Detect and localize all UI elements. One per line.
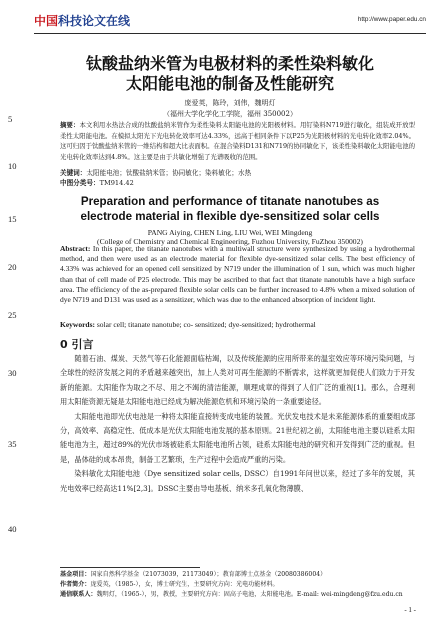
line-number: 25 xyxy=(8,310,17,320)
section-heading-introduction: 0 引言 xyxy=(60,338,94,351)
abstract-cn-text: 本文利用水热法合成的钛酸盐纳米管作为柔性染料太阳能电池的光阳极材料。用钌染料N719进行敏化，组装成开放型柔性太阳能电池。在模拟太阳光下光电转化效率可达4.33%，远高于相同条件下以P25为光阳极材料的光电转化效率2.04%。这可归因于钛酸盐纳米管的一维结构和超大比表面积。在混合染料D131和N719的协同敏化下，该柔性染料敏化太阳能电池的光电转化效率达到4.8%。这主要是由于共敏化增强了光谱吸收的范围。 xyxy=(60,121,416,161)
keywords-en xyxy=(60,320,415,329)
footnote-divider xyxy=(60,567,200,568)
keywords-cn xyxy=(60,168,415,178)
footnote-author xyxy=(60,580,415,590)
footnote-contact xyxy=(60,590,415,600)
introduction-body xyxy=(60,352,415,496)
footnote-fund xyxy=(60,570,415,580)
intro-paragraph-3: 染料敏化太阳能电池（Dye sensitized solar cells, DSSC）自1991年问世以来，经过了多年的发展，其光电效率已经高达11%[2,3]。DSSC主要由导电基板、纳米多孔氧化物薄膜、 xyxy=(60,469,415,493)
authors-en: PANG Aiying, CHEN Ling, LIU Wei, WEI Mingdeng xyxy=(147,228,313,237)
line-number: 15 xyxy=(8,214,17,224)
keywords-cn-label: 关键词： xyxy=(60,169,87,177)
footnote-author-label: 作者简介： xyxy=(60,581,91,589)
abstract-en-label: Abstract: xyxy=(60,244,91,253)
abstract-en xyxy=(60,244,415,305)
site-url[interactable]: http://www.paper.edu.cn xyxy=(357,16,426,23)
intro-paragraph-2: 太阳能电池即光伏电池是一种将太阳能直接转变成电能的装置。光伏发电技术是未来能源体系的重要组成部分，高效率、高稳定性、低成本是光伏太阳能电池发展的基本原则。21世纪初之前，太阳能电池主要以硅系太阳能电池为主，超过89%的光伏市场被硅系太阳能电池所占领，硅系太阳能电池的研究和开发得到广泛的重视。但是，晶体硅的成本昂贵，制备工艺繁琐，生产过程中会造成严重的污染。 xyxy=(60,411,415,464)
footnote-fund-text: 国家自然科学基金（21073039，21173049）；教育部博士点基金（20080386004） xyxy=(90,571,327,578)
clc-number xyxy=(60,178,415,188)
title-en-line-1: Preparation and performance of titanate nanotubes as xyxy=(80,195,380,208)
line-number: 10 xyxy=(8,161,17,171)
intro-paragraph-1: 随着石油、煤炭、天然气等石化能源面临枯竭，以及传统能源的应用所带来的温室效应等环境污染问题，与全球性的经济发展之间的矛盾越来越突出，加上人类对可再生能源的不断需求，这样就更加促使人们致力于开发新的能源。太阳能作为取之不尽、用之不竭的清洁能源，顺理成章的得到了人们广泛的重视[1]。那么，合理利用太阳能资源无疑是太阳能电池已经成为解决能源危机和环境污染的一条重要途径。 xyxy=(60,354,415,407)
brand-prefix: 中国 xyxy=(34,14,59,28)
page-header xyxy=(34,8,426,34)
line-number: 30 xyxy=(8,368,17,378)
title-cn-line-2: 太阳能电池的制备及性能研究 xyxy=(125,74,334,93)
footnote-fund-label: 基金项目： xyxy=(60,571,91,578)
keywords-en-label: Keywords: xyxy=(60,320,95,329)
footnotes xyxy=(60,570,415,601)
line-number: 5 xyxy=(8,114,13,124)
footnote-author-text: 庞爱英，（1985-），女，博士研究生，主要研究方向：光电功能材料。 xyxy=(90,581,279,589)
footnote-contact-label: 通信联系人： xyxy=(60,591,97,599)
affiliation-en: (College of Chemistry and Chemical Engineering, Fuzhou University, FuZhou 350002) xyxy=(97,237,363,246)
line-number: 40 xyxy=(8,524,17,534)
line-number: 20 xyxy=(8,262,17,272)
affiliation-cn: （福州大学化学化工学院，福州 350002） xyxy=(163,110,297,118)
clc-value: TM914.42 xyxy=(99,179,134,187)
page-number: - 1 - xyxy=(404,606,416,614)
authors-cn: 庞爱英，陈玲，刘伟，魏明灯 xyxy=(184,99,276,107)
site-logo[interactable] xyxy=(34,12,130,29)
abstract-cn-label: 摘要： xyxy=(60,121,80,129)
line-number: 35 xyxy=(8,439,17,449)
title-en-line-2: electrode material in flexible dye-sensitized solar cells xyxy=(80,210,380,223)
keywords-en-text: solar cell; titanate nanotube; co- sensitized; dye-sensitized; hydrothermal xyxy=(96,320,316,329)
brand-main: 科技论文在线 xyxy=(58,14,131,28)
abstract-en-text: In this paper, the titanate nanotubes with a multiwall structure were synthesized by using a hydrothermal method, and then were used as an electrode material for flexible dye-sensitized solar cells. The best efficiency of 4.33% was achieved for an opened cell sensitized by N719 under the illumination of 1 sun, which was much higher than that of cell made of P25 electrode. This may be ascribed to that fact that titanate nanotubls have a high surface area. The efficiency of the as-prepared flexible solar cells can be further increased to 4.8% when a mixed solution of dye N719 and D131 was used as a sensitizer, which was due to the enhanced absorption of incident light. xyxy=(60,244,416,305)
clc-label: 中图分类号： xyxy=(60,179,100,187)
title-cn-line-1: 钛酸盐纳米管为电极材料的柔性染料敏化 xyxy=(85,54,374,73)
keywords-cn-text: 太阳能电池；钛酸盐纳米管；协同敏化；染料敏化；水热 xyxy=(86,169,252,177)
footnote-contact-text: 魏明灯，（1965-），男，教授，主要研究方向：固高子电池，太阳能电池。E-mail: wei-mingdeng@fzu.edu.cn xyxy=(96,591,403,599)
abstract-cn xyxy=(60,120,415,162)
